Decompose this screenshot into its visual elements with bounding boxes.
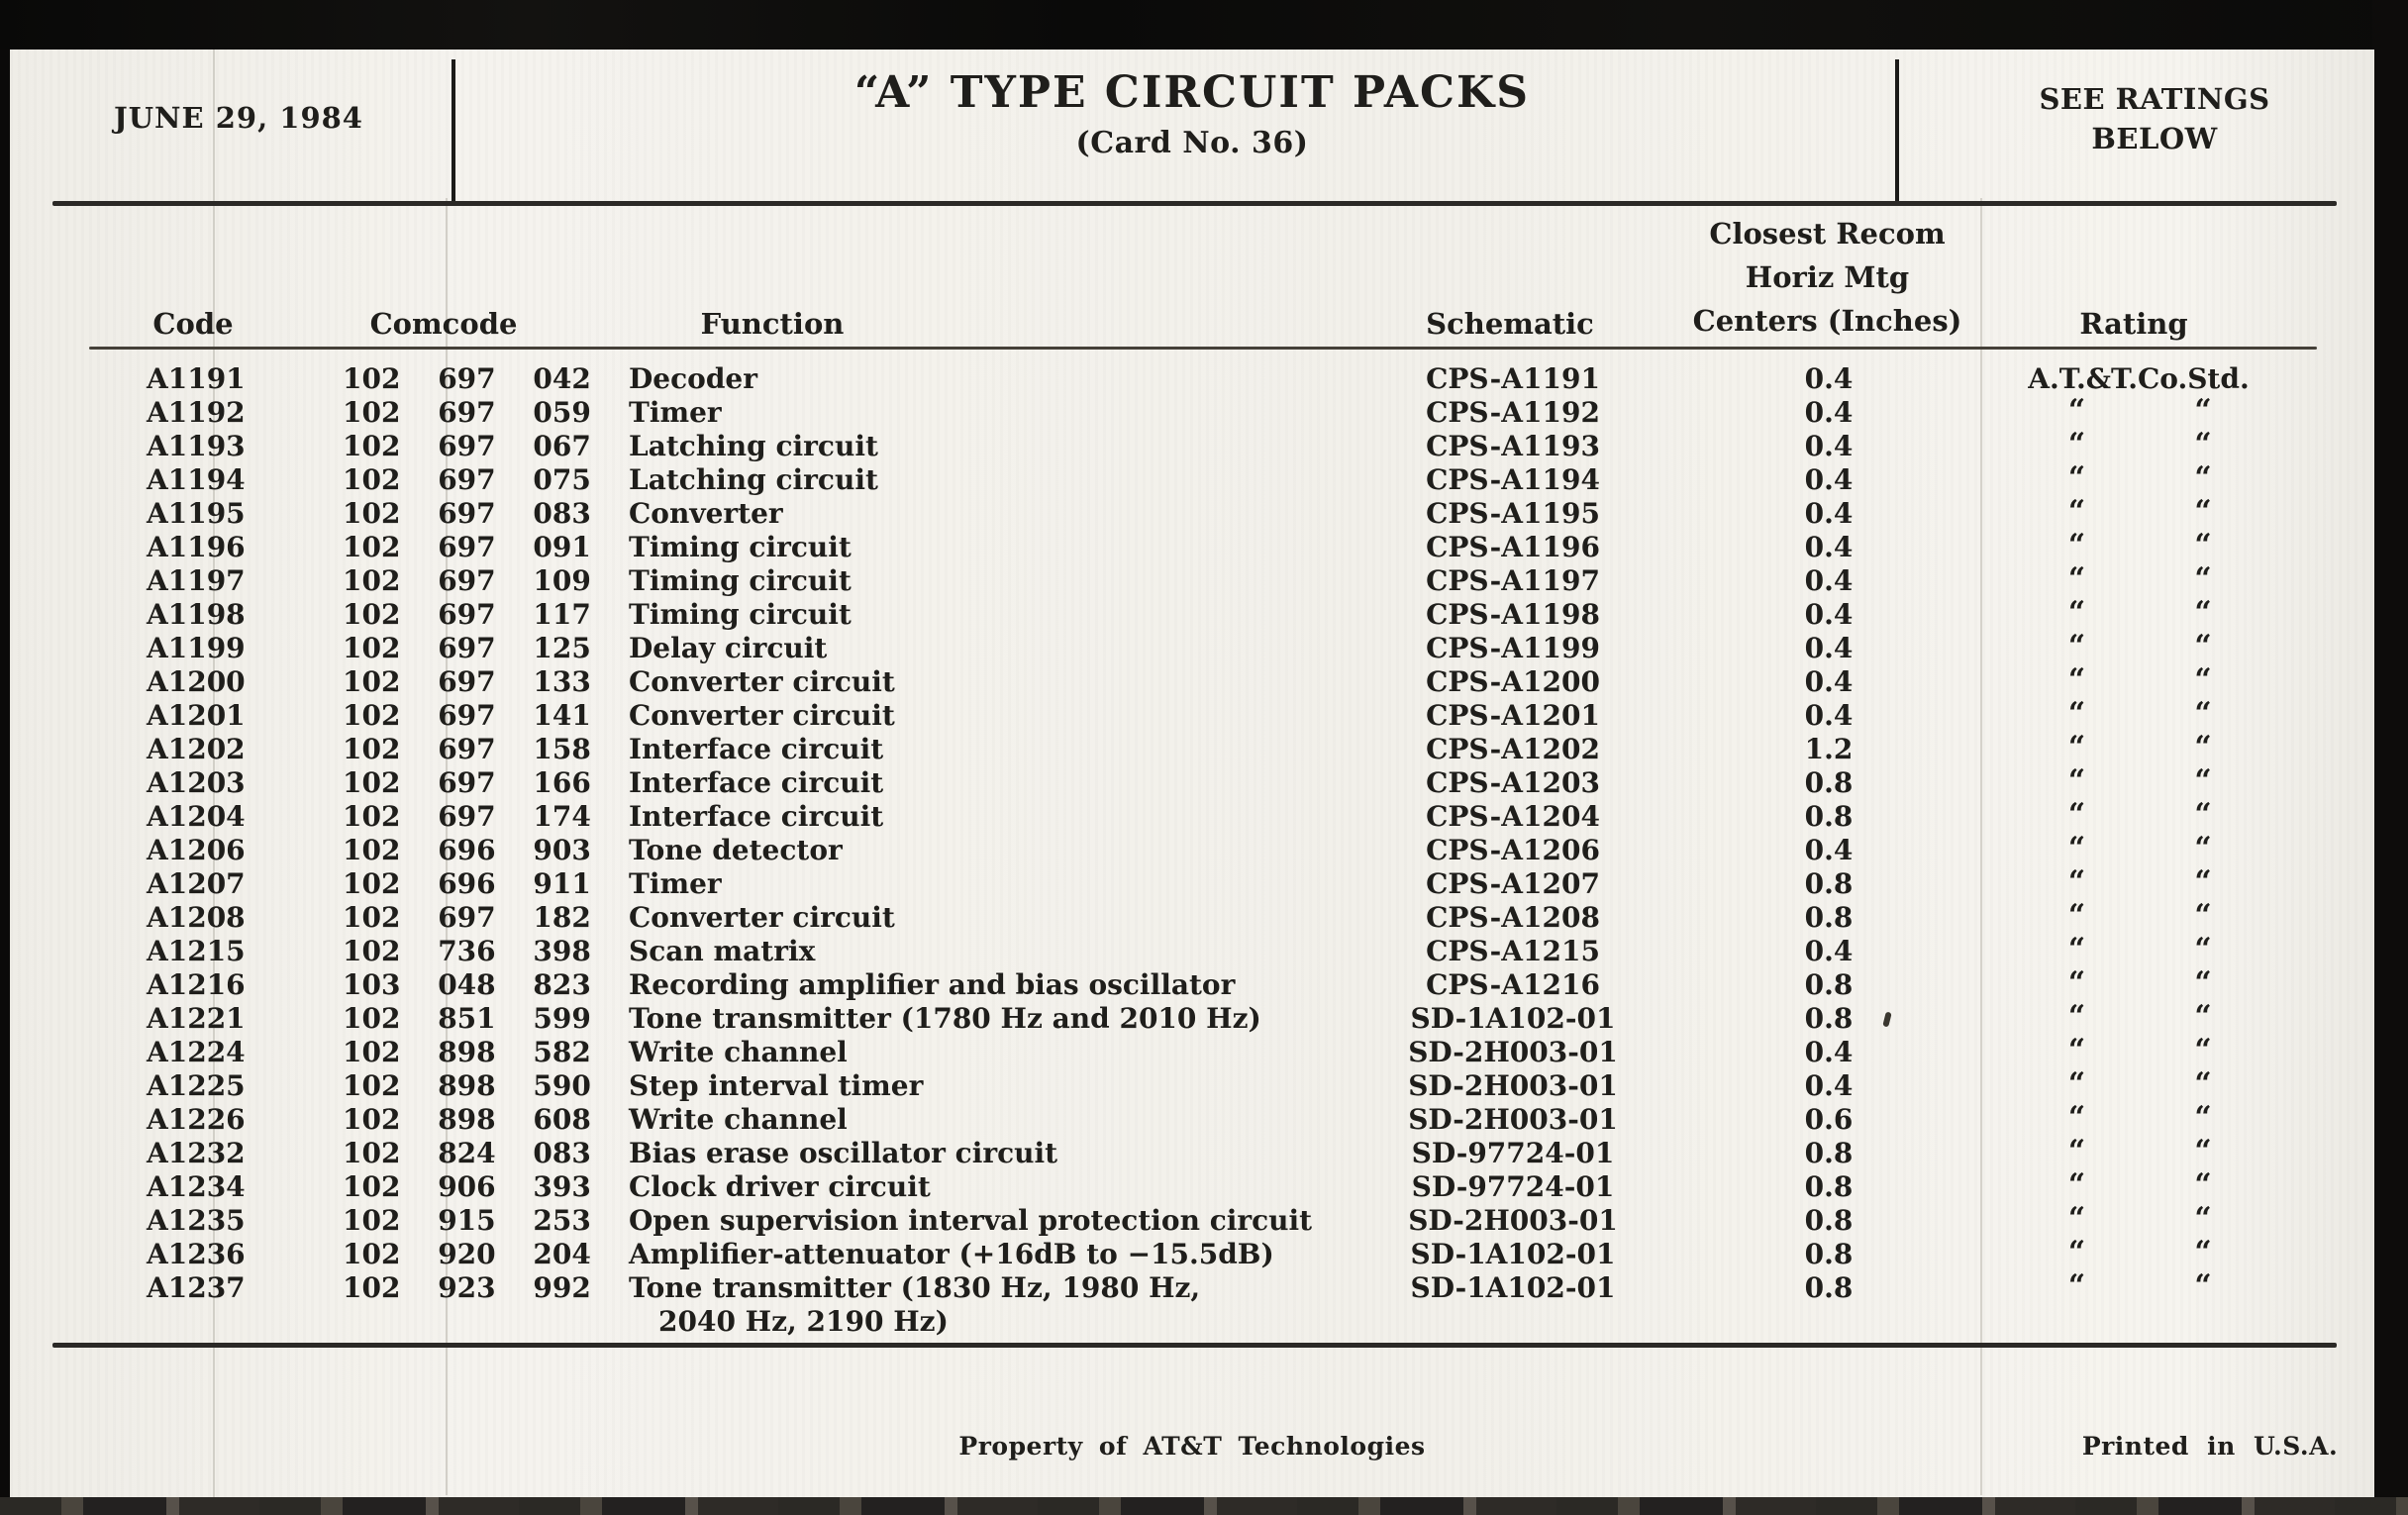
row-comcode: 102 736 398 <box>343 935 591 967</box>
ditto-mark: “ <box>2194 965 2212 1000</box>
row-comcode: 102 697 125 <box>343 632 591 664</box>
row-schematic: CPS-A1193 <box>1426 430 1600 462</box>
row-function: Bias erase oscillator circuit <box>629 1137 1058 1169</box>
table-row <box>10 1201 2374 1238</box>
row-comcode: 102 697 109 <box>343 564 591 597</box>
row-function: Latching circuit <box>629 463 878 496</box>
ditto-mark: “ <box>2067 427 2086 461</box>
row-comcode: 102 697 059 <box>343 396 591 429</box>
table-row <box>10 932 2374 968</box>
row-comcode: 102 898 590 <box>343 1069 591 1102</box>
table-rows <box>10 362 2374 1339</box>
row-code: A1216 <box>147 968 246 1001</box>
ditto-mark: “ <box>2194 797 2212 832</box>
row-centers: 0.4 <box>1804 1069 1854 1102</box>
ditto-mark: “ <box>2067 393 2086 428</box>
row-schematic: CPS-A1192 <box>1426 396 1600 429</box>
table-row <box>10 1235 2374 1271</box>
scan-top-edge <box>0 0 2408 50</box>
column-header-schematic: Schematic <box>1426 307 1594 341</box>
column-header-function: Function <box>700 307 845 341</box>
row-centers: 0.4 <box>1804 598 1854 631</box>
row-function: Timing circuit <box>629 531 852 563</box>
row-function: Tone transmitter (1780 Hz and 2010 Hz) <box>629 1002 1261 1035</box>
row-centers: 0.8 <box>1804 800 1854 833</box>
ditto-mark: “ <box>2067 561 2086 596</box>
row-comcode: 102 923 992 <box>343 1271 591 1304</box>
ditto-mark: “ <box>2194 864 2212 899</box>
row-comcode: 102 697 174 <box>343 800 591 833</box>
row-code: A1193 <box>147 430 246 462</box>
row-function: Tone detector <box>629 834 843 866</box>
row-comcode: 102 697 133 <box>343 665 591 698</box>
ditto-mark: “ <box>2194 932 2212 966</box>
rating-value: A.T.&T.Co.Std. <box>2028 362 2250 395</box>
row-code: A1208 <box>147 901 246 934</box>
ditto-mark: “ <box>2194 561 2212 596</box>
row-function: Latching circuit <box>629 430 878 462</box>
ditto-mark: “ <box>2194 494 2212 529</box>
row-comcode: 102 915 253 <box>343 1204 591 1237</box>
ditto-mark: “ <box>2067 932 2086 966</box>
row-centers: 0.8 <box>1804 968 1854 1001</box>
row-comcode: 102 697 042 <box>343 362 591 395</box>
ditto-mark: “ <box>2194 763 2212 798</box>
document-date: JUNE 29, 1984 <box>114 101 363 135</box>
ditto-mark: “ <box>2194 460 2212 495</box>
row-function: Open supervision interval protection circuit <box>629 1204 1313 1237</box>
row-schematic: CPS-A1203 <box>1426 766 1600 799</box>
ditto-mark: “ <box>2067 1201 2086 1236</box>
ditto-mark: “ <box>2067 696 2086 731</box>
row-schematic: CPS-A1207 <box>1426 867 1600 900</box>
row-comcode: 102 696 911 <box>343 867 591 900</box>
row-function: Timer <box>629 396 722 429</box>
column-header-centers-line1: Closest Recom <box>1709 217 1946 251</box>
table-row <box>10 898 2374 935</box>
row-comcode: 102 898 608 <box>343 1103 591 1136</box>
row-schematic: CPS-A1204 <box>1426 800 1600 833</box>
footer-printed-notice: Printed in U.S.A. <box>2081 1432 2339 1461</box>
ditto-mark: “ <box>2194 898 2212 933</box>
row-schematic: CPS-A1201 <box>1426 699 1600 732</box>
row-centers: 0.4 <box>1804 430 1854 462</box>
table-row <box>10 1066 2374 1103</box>
ditto-mark: “ <box>2194 1066 2212 1101</box>
column-header-centers-line3: Centers (Inches) <box>1692 304 1962 338</box>
row-comcode: 102 696 903 <box>343 834 591 866</box>
table-header-rule <box>89 347 2317 350</box>
row-function: Tone transmitter (1830 Hz, 1980 Hz, <box>629 1271 1201 1304</box>
table-row <box>10 763 2374 800</box>
row-code: A1225 <box>147 1069 246 1102</box>
row-code: A1234 <box>147 1170 246 1203</box>
table-row <box>10 1134 2374 1170</box>
row-centers: 0.4 <box>1804 362 1854 395</box>
ditto-mark: “ <box>2194 427 2212 461</box>
row-comcode: 102 697 117 <box>343 598 591 631</box>
row-centers: 0.4 <box>1804 1036 1854 1068</box>
ditto-mark: “ <box>2067 1268 2086 1303</box>
table-bottom-rule <box>52 1343 2337 1348</box>
row-centers: 0.8 <box>1804 1238 1854 1270</box>
row-function: Amplifier-attenuator (+16dB to −15.5dB) <box>629 1238 1274 1270</box>
row-function-continuation: 2040 Hz, 2190 Hz) <box>658 1305 949 1338</box>
row-comcode: 102 906 393 <box>343 1170 591 1203</box>
row-schematic: CPS-A1195 <box>1426 497 1600 530</box>
row-function: Write channel <box>629 1036 848 1068</box>
row-code: A1237 <box>147 1271 246 1304</box>
ditto-mark: “ <box>2067 1066 2086 1101</box>
table-row <box>10 831 2374 867</box>
table-row <box>10 393 2374 430</box>
row-code: A1198 <box>147 598 246 631</box>
ditto-mark: “ <box>2194 1033 2212 1067</box>
ratings-note-line1: SEE RATINGS <box>2039 82 2270 116</box>
row-centers: 0.8 <box>1804 1137 1854 1169</box>
row-code: A1192 <box>147 396 246 429</box>
row-centers: 0.8 <box>1804 867 1854 900</box>
row-code: A1199 <box>147 632 246 664</box>
table-row <box>10 696 2374 733</box>
ditto-mark: “ <box>2194 1235 2212 1269</box>
ditto-mark: “ <box>2194 831 2212 865</box>
row-function: Scan matrix <box>629 935 816 967</box>
row-function: Decoder <box>629 362 757 395</box>
row-schematic: SD-97724-01 <box>1411 1170 1615 1203</box>
row-comcode: 102 697 158 <box>343 733 591 765</box>
row-code: A1232 <box>147 1137 246 1169</box>
document-page <box>10 50 2374 1503</box>
row-comcode: 102 697 091 <box>343 531 591 563</box>
ratings-note <box>1996 79 2313 158</box>
ditto-mark: “ <box>2194 528 2212 562</box>
row-centers: 0.4 <box>1804 531 1854 563</box>
row-function: Timing circuit <box>629 564 852 597</box>
table-row-continuation <box>10 1305 2374 1339</box>
row-code: A1197 <box>147 564 246 597</box>
table-row <box>10 460 2374 497</box>
row-schematic: CPS-A1198 <box>1426 598 1600 631</box>
table-row <box>10 999 2374 1036</box>
ditto-mark: “ <box>2067 965 2086 1000</box>
row-centers: 0.8 <box>1804 1002 1854 1035</box>
ditto-mark: “ <box>2194 1167 2212 1202</box>
ditto-mark: “ <box>2067 460 2086 495</box>
ditto-mark: “ <box>2067 797 2086 832</box>
ditto-mark: “ <box>2067 864 2086 899</box>
ditto-mark: “ <box>2067 1134 2086 1168</box>
row-function: Delay circuit <box>629 632 828 664</box>
table-row <box>10 528 2374 564</box>
row-centers: 0.4 <box>1804 632 1854 664</box>
table-row <box>10 362 2374 396</box>
ditto-mark: “ <box>2194 696 2212 731</box>
row-code: A1206 <box>147 834 246 866</box>
row-schematic: CPS-A1191 <box>1426 362 1600 395</box>
footer-property-notice: Property of AT&T Technologies <box>958 1432 1426 1461</box>
row-code: A1201 <box>147 699 246 732</box>
row-centers: 0.8 <box>1804 766 1854 799</box>
row-comcode: 102 898 582 <box>343 1036 591 1068</box>
column-header-centers-line2: Horiz Mtg <box>1745 260 1910 294</box>
row-centers: 0.8 <box>1804 1170 1854 1203</box>
row-schematic: SD-2H003-01 <box>1408 1069 1618 1102</box>
row-schematic: CPS-A1208 <box>1426 901 1600 934</box>
row-code: A1202 <box>147 733 246 765</box>
ditto-mark: “ <box>2067 831 2086 865</box>
ditto-mark: “ <box>2067 1033 2086 1067</box>
row-centers: 0.4 <box>1804 497 1854 530</box>
row-centers: 0.6 <box>1804 1103 1854 1136</box>
row-code: A1235 <box>147 1204 246 1237</box>
row-code: A1226 <box>147 1103 246 1136</box>
ditto-mark: “ <box>2067 898 2086 933</box>
table-row <box>10 1033 2374 1069</box>
row-comcode: 103 048 823 <box>343 968 591 1001</box>
row-comcode: 102 697 182 <box>343 901 591 934</box>
column-header-rating: Rating <box>2079 307 2188 341</box>
ditto-mark: “ <box>2067 730 2086 764</box>
table-row <box>10 1268 2374 1305</box>
row-comcode: 102 824 083 <box>343 1137 591 1169</box>
table-row <box>10 730 2374 766</box>
ditto-mark: “ <box>2194 1201 2212 1236</box>
row-comcode: 102 851 599 <box>343 1002 591 1035</box>
row-function: Timing circuit <box>629 598 852 631</box>
row-schematic: CPS-A1215 <box>1426 935 1600 967</box>
ditto-mark: “ <box>2194 393 2212 428</box>
row-centers: 0.8 <box>1804 1271 1854 1304</box>
row-function: Interface circuit <box>629 800 884 833</box>
table-row <box>10 864 2374 901</box>
row-schematic: CPS-A1202 <box>1426 733 1600 765</box>
row-function: Timer <box>629 867 722 900</box>
row-schematic: SD-1A102-01 <box>1410 1238 1616 1270</box>
row-code: A1191 <box>147 362 246 395</box>
row-centers: 0.4 <box>1804 665 1854 698</box>
row-code: A1215 <box>147 935 246 967</box>
row-centers: 0.4 <box>1804 699 1854 732</box>
row-function: Interface circuit <box>629 733 884 765</box>
ratings-note-line2: BELOW <box>2091 122 2218 155</box>
ditto-mark: “ <box>2067 999 2086 1034</box>
table-row <box>10 965 2374 1002</box>
row-code: A1196 <box>147 531 246 563</box>
ditto-mark: “ <box>2194 629 2212 663</box>
ditto-mark: “ <box>2067 494 2086 529</box>
ditto-mark: “ <box>2067 662 2086 697</box>
row-comcode: 102 697 141 <box>343 699 591 732</box>
row-centers: 0.4 <box>1804 564 1854 597</box>
page-title: “A” TYPE CIRCUIT PACKS <box>853 67 1531 118</box>
row-function: Interface circuit <box>629 766 884 799</box>
table-row <box>10 629 2374 665</box>
ditto-mark: “ <box>2194 1134 2212 1168</box>
row-centers: 1.2 <box>1804 733 1854 765</box>
row-code: A1195 <box>147 497 246 530</box>
table-row <box>10 494 2374 531</box>
ditto-mark: “ <box>2067 595 2086 630</box>
row-centers: 0.4 <box>1804 463 1854 496</box>
page-subtitle: (Card No. 36) <box>1075 126 1309 160</box>
row-function: Step interval timer <box>629 1069 924 1102</box>
row-schematic: SD-1A102-01 <box>1410 1002 1616 1035</box>
ditto-mark: “ <box>2067 763 2086 798</box>
row-code: A1224 <box>147 1036 246 1068</box>
row-schematic: SD-2H003-01 <box>1408 1204 1618 1237</box>
header-rule <box>52 201 2337 206</box>
ditto-mark: “ <box>2194 595 2212 630</box>
scan-bottom-edge <box>0 1497 2408 1515</box>
header-divider-right <box>1895 59 1899 203</box>
column-header-code: Code <box>152 307 234 341</box>
ditto-mark: “ <box>2067 1167 2086 1202</box>
row-schematic: SD-2H003-01 <box>1408 1103 1618 1136</box>
row-schematic: SD-97724-01 <box>1411 1137 1615 1169</box>
row-comcode: 102 920 204 <box>343 1238 591 1270</box>
row-function: Converter circuit <box>629 665 895 698</box>
table-row <box>10 797 2374 834</box>
row-comcode: 102 697 075 <box>343 463 591 496</box>
row-code: A1200 <box>147 665 246 698</box>
ditto-mark: “ <box>2194 662 2212 697</box>
row-centers: 0.8 <box>1804 1204 1854 1237</box>
ditto-mark: “ <box>2067 629 2086 663</box>
row-code: A1221 <box>147 1002 246 1035</box>
ditto-mark: “ <box>2194 1268 2212 1303</box>
row-schematic: CPS-A1196 <box>1426 531 1600 563</box>
ditto-mark: “ <box>2194 999 2212 1034</box>
row-centers: 0.8 <box>1804 901 1854 934</box>
table-row <box>10 662 2374 699</box>
row-code: A1194 <box>147 463 246 496</box>
table-row <box>10 1167 2374 1204</box>
row-comcode: 102 697 166 <box>343 766 591 799</box>
row-function: Clock driver circuit <box>629 1170 931 1203</box>
row-function: Converter circuit <box>629 699 895 732</box>
ditto-mark: “ <box>2194 730 2212 764</box>
row-schematic: SD-2H003-01 <box>1408 1036 1618 1068</box>
row-code: A1204 <box>147 800 246 833</box>
table-header <box>10 217 2374 345</box>
table-row <box>10 427 2374 463</box>
ditto-mark: “ <box>2067 528 2086 562</box>
row-centers: 0.4 <box>1804 396 1854 429</box>
row-comcode: 102 697 083 <box>343 497 591 530</box>
row-schematic: CPS-A1206 <box>1426 834 1600 866</box>
row-schematic: SD-1A102-01 <box>1410 1271 1616 1304</box>
row-schematic: CPS-A1216 <box>1426 968 1600 1001</box>
table-row <box>10 595 2374 632</box>
row-comcode: 102 697 067 <box>343 430 591 462</box>
row-centers: 0.4 <box>1804 834 1854 866</box>
table-row <box>10 1100 2374 1137</box>
ditto-mark: “ <box>2194 1100 2212 1135</box>
row-schematic: CPS-A1197 <box>1426 564 1600 597</box>
row-schematic: CPS-A1200 <box>1426 665 1600 698</box>
row-function: Recording amplifier and bias oscillator <box>629 968 1236 1001</box>
column-header-centers <box>1676 212 1978 343</box>
row-function: Write channel <box>629 1103 848 1136</box>
row-code: A1236 <box>147 1238 246 1270</box>
row-centers: 0.4 <box>1804 935 1854 967</box>
table-row <box>10 561 2374 598</box>
row-function: Converter circuit <box>629 901 895 934</box>
scan-right-edge <box>2372 0 2408 1515</box>
column-header-comcode: Comcode <box>369 307 518 341</box>
row-code: A1207 <box>147 867 246 900</box>
row-code: A1203 <box>147 766 246 799</box>
row-function: Converter <box>629 497 783 530</box>
row-schematic: CPS-A1194 <box>1426 463 1600 496</box>
ditto-mark: “ <box>2067 1100 2086 1135</box>
ditto-mark: “ <box>2067 1235 2086 1269</box>
row-schematic: CPS-A1199 <box>1426 632 1600 664</box>
